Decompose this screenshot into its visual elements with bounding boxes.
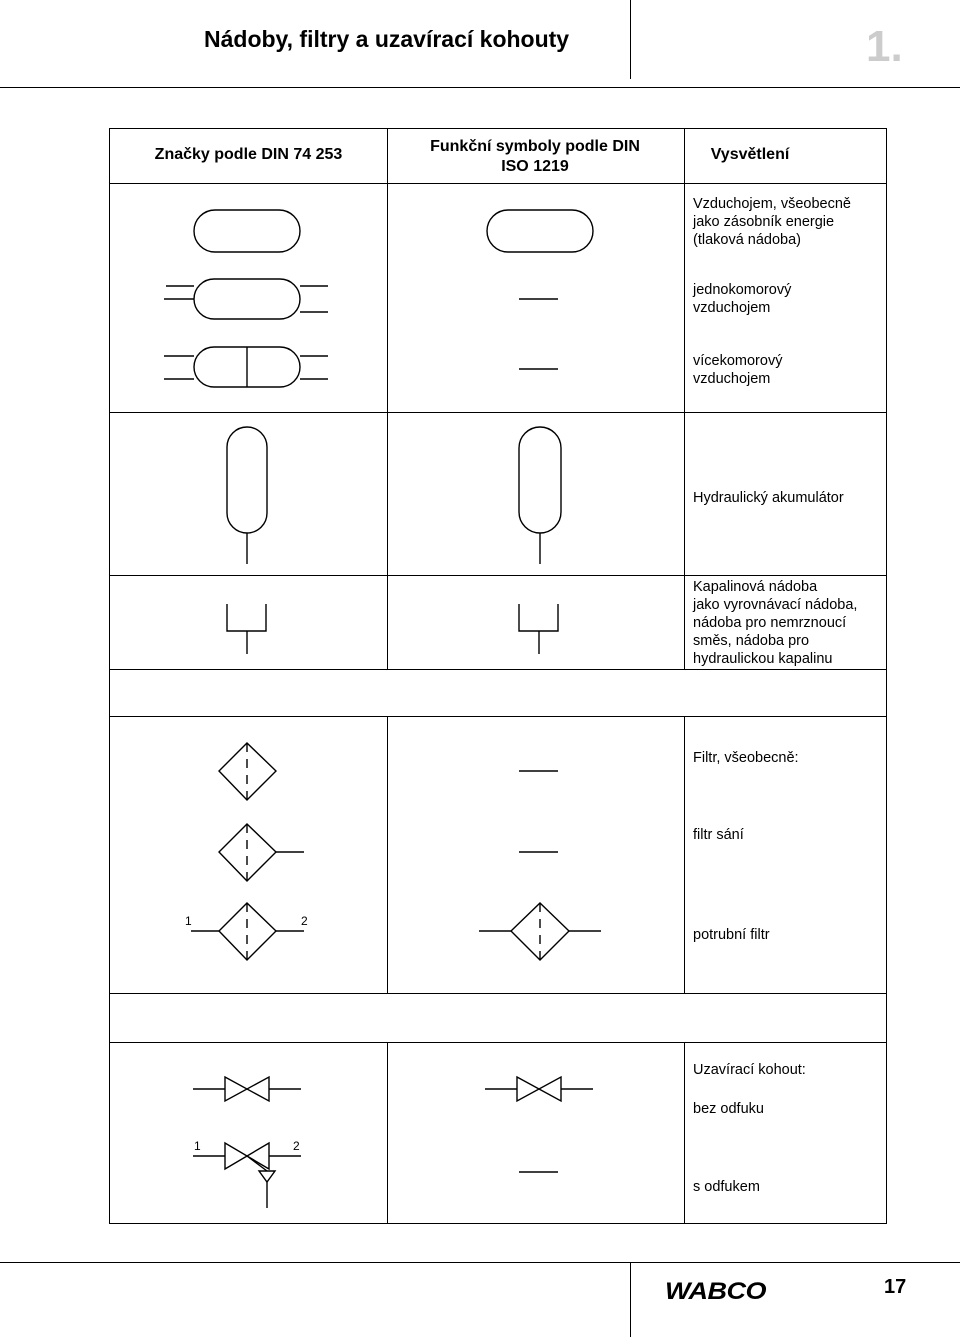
port-label-2: 2 (293, 1139, 300, 1153)
page-title: Nádoby, filtry a uzavírací kohouty (204, 26, 570, 52)
shutoff-cock-iso-symbol (485, 1077, 593, 1101)
explanation-no-exhaust: bez odfuku (693, 1101, 764, 1117)
page-number: 17 (884, 1276, 907, 1298)
air-reservoir-symbol (194, 210, 300, 252)
explanation-filter: Filtr, všeobecně: (693, 750, 799, 766)
explanation-line-filter: potrubní filtr (693, 927, 770, 943)
line-filter-iso-symbol (479, 903, 601, 960)
explanation-fluid-container: Kapalinová nádoba jako vyrovnávací nádoba, nádoba pro nemrznoucí směs, nádoba pro hydraulickou kapalinu (693, 579, 858, 667)
port-label-2: 2 (301, 914, 308, 928)
line-filter-symbol (191, 903, 304, 960)
footer-rule (0, 1262, 960, 1263)
col-header-din-74253: Značky podle DIN 74 253 (154, 146, 343, 163)
fluid-container-symbol (227, 604, 266, 654)
explanation-with-exhaust: s odfukem (693, 1179, 760, 1195)
hydraulic-accumulator-symbol (227, 427, 267, 564)
air-reservoir-iso-symbol (487, 210, 593, 252)
fluid-container-iso-symbol (519, 604, 558, 654)
port-label-1: 1 (185, 914, 192, 928)
explanation-single-chamber: jednokomorový vzduchojem (693, 282, 792, 316)
explanation-shutoff-cock: Uzavírací kohout: (693, 1062, 806, 1078)
filter-symbol (219, 743, 276, 800)
col-header-din-iso-1219: Funkční symboly podle DIN ISO 1219 (430, 138, 640, 175)
col-header-explanation: Vysvětlení (710, 146, 790, 163)
explanation-suction-filter: filtr sání (693, 827, 744, 843)
explanation-air-reservoir: Vzduchojem, všeobecně jako zásobník energie (tlaková nádoba) (693, 196, 851, 248)
footer-divider (630, 1262, 631, 1337)
multi-chamber-reservoir-symbol (164, 347, 328, 387)
hydraulic-accumulator-iso-symbol (519, 427, 561, 564)
explanation-multi-chamber: vícekomorový vzduchojem (693, 353, 783, 387)
port-label-1: 1 (194, 1139, 201, 1153)
single-chamber-reservoir-symbol (164, 279, 328, 319)
explanation-hydraulic-accumulator: Hydraulický akumulátor (693, 490, 844, 506)
suction-filter-symbol (219, 824, 304, 881)
wabco-logo: WABCO (665, 1277, 766, 1305)
shutoff-cock-exhaust-symbol (193, 1143, 301, 1208)
shutoff-cock-symbol (193, 1077, 301, 1101)
chapter-number: 1. (866, 22, 903, 71)
